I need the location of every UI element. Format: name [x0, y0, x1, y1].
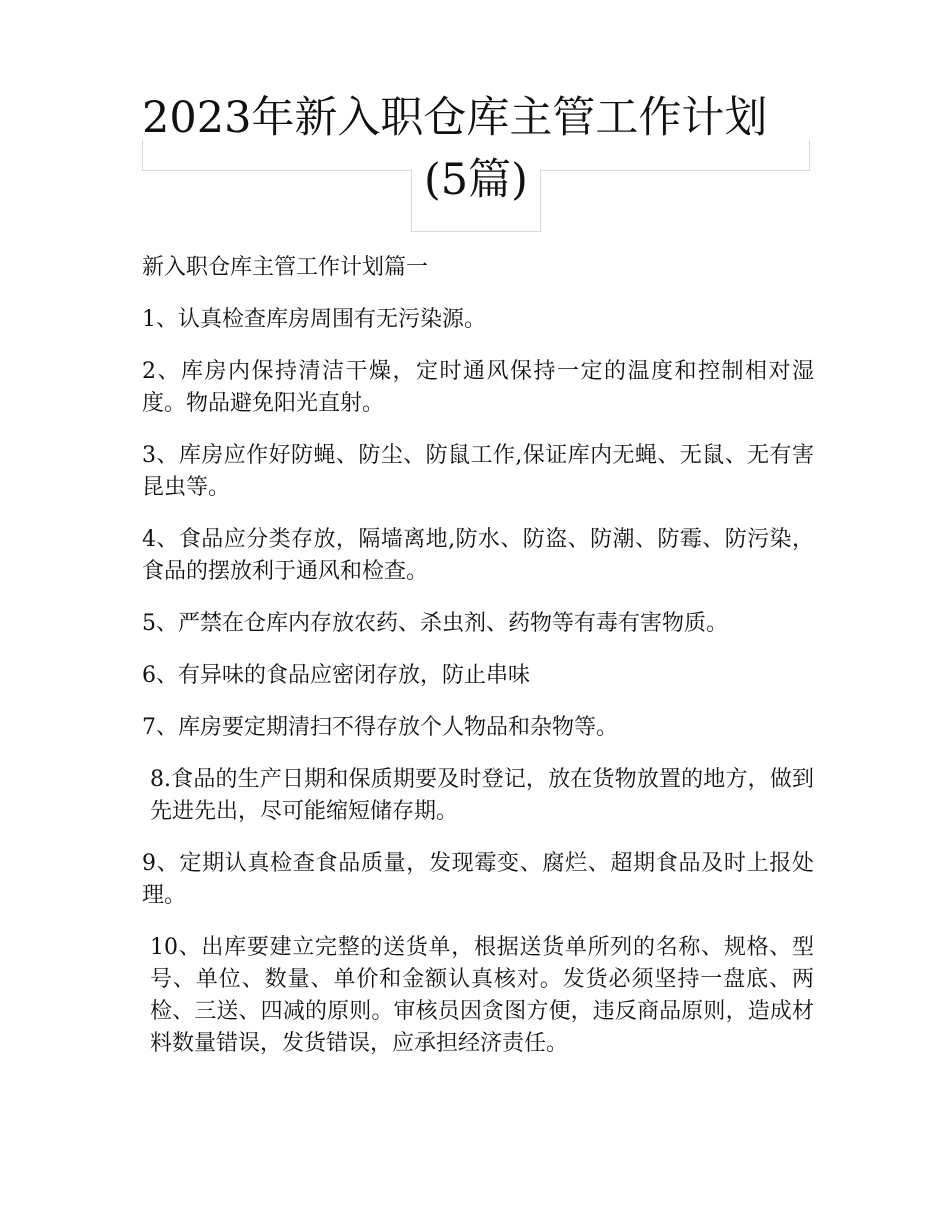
- paragraph: 1、认真检查库房周围有无污染源。: [142, 307, 486, 332]
- paragraph: 10、出库要建立完整的送货单，根据送货单所列的名称、规格、型号、单位、数量、单价和金额认真核对。发货必须坚持一盘底、两检、三送、四减的原则。审核员因贪图方便，违反商品原则，造成材料数量错误，发货错误，应承担经济责任。: [150, 935, 814, 1056]
- title-frame-line: [142, 170, 411, 171]
- paragraph: 9、定期认真检查食品质量，发现霉变、腐烂、超期食品及时上报处理。: [142, 851, 814, 908]
- paragraph: 8.食品的生产日期和保质期要及时登记，放在货物放置的地方，做到先进先出，尽可能缩短储存期。: [150, 767, 814, 824]
- paragraph: 4、食品应分类存放，隔墙离地,防水、防盗、防潮、防霉、防污染，食品的摆放利于通风和检查。: [142, 527, 814, 584]
- paragraph: 5、严禁在仓库内存放农药、杀虫剂、药物等有毒有害物质。: [142, 611, 728, 636]
- document-title: 2023年新入职仓库主管工作计划: [142, 93, 768, 143]
- paragraph: 6、有异味的食品应密闭存放，防止串味: [142, 663, 530, 688]
- paragraph: 7、库房要定期清扫不得存放个人物品和杂物等。: [142, 715, 618, 740]
- document-body: [142, 252, 814, 1080]
- title-frame-line: [540, 170, 541, 232]
- document-title-count: (5篇): [424, 155, 528, 205]
- title-frame-line: [411, 231, 541, 232]
- section-heading: 新入职仓库主管工作计划篇一: [142, 255, 429, 280]
- paragraph: 3、库房应作好防蝇、防尘、防鼠工作,保证库内无蝇、无鼠、无有害昆虫等。: [142, 443, 814, 500]
- title-frame-line: [540, 170, 809, 171]
- paragraph: 2、库房内保持清洁干燥，定时通风保持一定的温度和控制相对湿度。物品避免阳光直射。: [142, 359, 814, 416]
